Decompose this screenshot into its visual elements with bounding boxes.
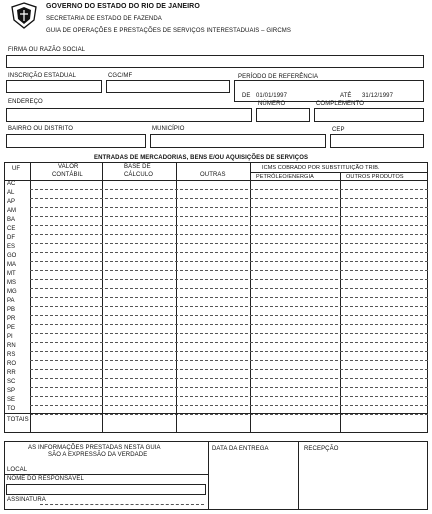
row-uf-label: GO — [7, 253, 17, 259]
row-uf-label: PE — [7, 325, 16, 331]
de-value[interactable]: 01/01/1997 — [256, 93, 288, 99]
complemento-label: COMPLEMENTO — [316, 101, 364, 107]
table-row — [4, 360, 428, 369]
table-row — [4, 198, 428, 207]
table-row — [4, 207, 428, 216]
table-row — [4, 324, 428, 333]
table-row — [4, 288, 428, 297]
row-uf-label: SC — [7, 379, 16, 385]
table-row — [4, 279, 428, 288]
col-icms-title: ICMS COBRADO POR SUBSTITUIÇÃO TRIB. — [262, 165, 380, 171]
row-uf-label: AC — [7, 181, 16, 187]
firma-label: FIRMA OU RAZÃO SOCIAL — [8, 47, 86, 53]
row-uf-label: RS — [7, 352, 16, 358]
row-uf-label: MT — [7, 271, 16, 277]
col-base-2: CÁLCULO — [124, 172, 154, 178]
table-row — [4, 180, 428, 189]
inscricao-field[interactable] — [6, 80, 102, 93]
row-uf-label: AM — [7, 208, 16, 214]
row-uf-label: RN — [7, 343, 16, 349]
row-uf-label: PB — [7, 307, 16, 313]
row-uf-label: AL — [7, 190, 15, 196]
header-line3: GUIA DE OPERAÇÕES E PRESTAÇÕES DE SERVIÇOS INTERESTADUAIS – GIRCMS — [46, 28, 291, 34]
totals-label: TOTAIS — [7, 417, 29, 423]
municipio-label: MUNICÍPIO — [152, 126, 185, 132]
info-line1: AS INFORMAÇÕES PRESTADAS NESTA GUIA — [28, 445, 161, 451]
col-outros: OUTROS PRODUTOS — [346, 174, 404, 180]
row-uf-label: MA — [7, 262, 16, 268]
nome-label: NOME DO RESPONSÁVEL — [7, 476, 84, 482]
row-uf-label: MG — [7, 289, 17, 295]
ate-label: ATÉ — [340, 93, 352, 99]
header-line2: SECRETARIA DE ESTADO DE FAZENDA — [46, 16, 162, 22]
col-base-1: BASE DE — [124, 164, 151, 170]
table-row — [4, 297, 428, 306]
cgcmf-field[interactable] — [106, 80, 230, 93]
table-row — [4, 252, 428, 261]
endereco-label: ENDEREÇO — [8, 99, 43, 105]
row-uf-label: TO — [7, 406, 16, 412]
table-row — [4, 261, 428, 270]
row-uf-label: DF — [7, 235, 15, 241]
numero-label: NÚMERO — [258, 101, 286, 107]
local-label: LOCAL — [7, 467, 28, 473]
complemento-field[interactable] — [314, 108, 424, 122]
col-valor-1: VALOR — [58, 164, 79, 170]
table-row — [4, 216, 428, 225]
table-row — [4, 270, 428, 279]
col-petroleo: PETRÓLEO/ENERGIA — [256, 174, 314, 180]
table-row — [4, 243, 428, 252]
table-row — [4, 189, 428, 198]
assinatura-label: ASSINATURA — [7, 497, 46, 503]
table-row — [4, 387, 428, 396]
col-outras: OUTRAS — [200, 172, 226, 178]
col-valor-2: CONTÁBIL — [52, 172, 83, 178]
row-uf-label: RO — [7, 361, 16, 367]
ate-value[interactable]: 31/12/1997 — [362, 93, 394, 99]
bairro-label: BAIRRO OU DISTRITO — [8, 126, 74, 132]
recepcao-label: RECEPÇÃO — [304, 446, 339, 452]
numero-field[interactable] — [256, 108, 310, 122]
periodo-label: PERÍODO DE REFERÊNCIA — [238, 74, 319, 80]
table-row — [4, 369, 428, 378]
row-uf-label: SE — [7, 397, 16, 403]
table-title: ENTRADAS DE MERCADORIAS, BENS E/OU AQUISIÇÕES DE SERVIÇOS — [94, 155, 309, 161]
info-line2: SÃO A EXPRESSÃO DA VERDADE — [48, 452, 148, 458]
table-row — [4, 396, 428, 405]
header-line1: GOVERNO DO ESTADO DO RIO DE JANEIRO — [46, 3, 200, 10]
table-row — [4, 315, 428, 324]
row-uf-label: PR — [7, 316, 16, 322]
bairro-field[interactable] — [6, 134, 146, 148]
table-row — [4, 333, 428, 342]
row-uf-label: RR — [7, 370, 16, 376]
cep-label: CEP — [332, 127, 345, 133]
table-row — [4, 306, 428, 315]
table-row — [4, 351, 428, 360]
row-uf-label: PI — [7, 334, 13, 340]
municipio-field[interactable] — [150, 134, 326, 148]
cep-field[interactable] — [330, 134, 424, 148]
row-uf-label: AP — [7, 199, 16, 205]
row-uf-label: MS — [7, 280, 16, 286]
row-uf-label: BA — [7, 217, 16, 223]
table-row — [4, 234, 428, 243]
firma-field[interactable] — [6, 55, 424, 68]
row-uf-label: CE — [7, 226, 16, 232]
nome-field[interactable] — [6, 484, 206, 495]
data-entrega-label: DATA DA ENTREGA — [212, 446, 269, 452]
endereco-field[interactable] — [6, 108, 252, 122]
cgcmf-label: CGC/MF — [108, 73, 133, 79]
col-uf: UF — [12, 166, 21, 172]
de-label: DE — [242, 93, 251, 99]
row-uf-label: ES — [7, 244, 16, 250]
row-uf-label: SP — [7, 388, 16, 394]
table-row — [4, 225, 428, 234]
state-emblem-icon — [9, 2, 39, 30]
table-row — [4, 378, 428, 387]
table-row — [4, 342, 428, 351]
inscricao-label: INSCRIÇÃO ESTADUAL — [8, 73, 77, 79]
row-uf-label: PA — [7, 298, 15, 304]
